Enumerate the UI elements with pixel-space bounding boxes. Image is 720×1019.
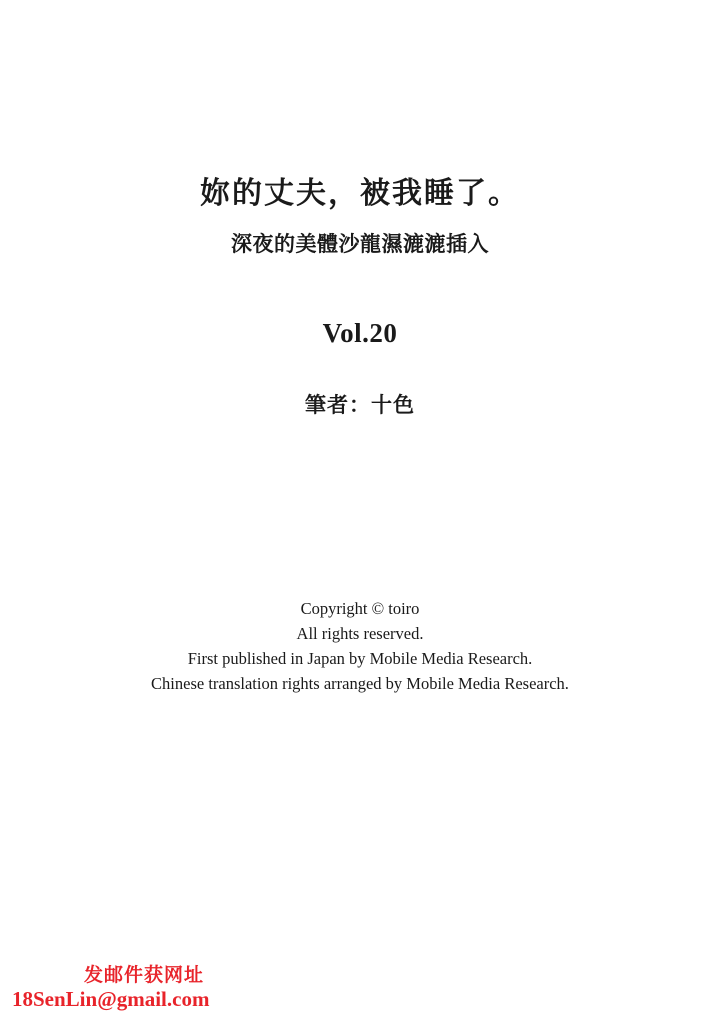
volume-label: Vol.20 <box>322 318 398 348</box>
author-label: 筆者：十色 <box>305 393 415 417</box>
copyright-block <box>0 596 720 696</box>
watermark-line-1: 发邮件获网址 <box>84 965 205 987</box>
copyright-line-1: Copyright © toiro <box>300 599 420 618</box>
title-block <box>0 175 720 258</box>
copyright-line-3: First published in Japan by Mobile Media Research. <box>187 649 533 668</box>
copyright-line-2: All rights reserved. <box>296 624 424 643</box>
watermark-line-2: 18SenLin@gmail.com <box>12 986 210 1011</box>
page-subtitle: 深夜的美體沙龍濕漉漉插入 <box>231 231 489 256</box>
copyright-line-4: Chinese translation rights arranged by Mobile Media Research. <box>151 674 569 693</box>
watermark <box>12 965 209 1011</box>
page-title: 妳的丈夫，被我睡了。 <box>200 176 520 211</box>
